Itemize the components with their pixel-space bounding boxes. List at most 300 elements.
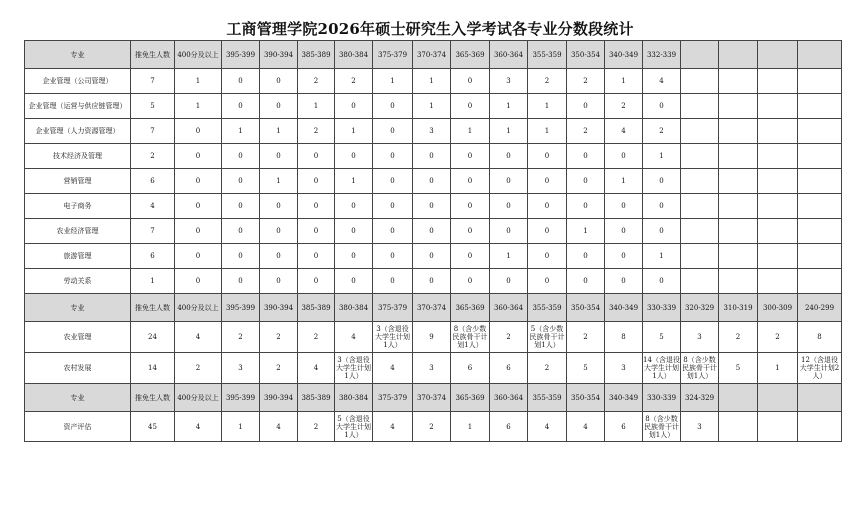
table-cell: 0 [528,219,567,244]
table-cell: 8 [605,322,643,353]
major-name: 农业经济管理 [25,219,131,244]
major-name: 资产评估 [25,412,131,442]
table-cell: 7 [131,69,175,94]
column-header: 320-329 [681,294,719,322]
table-cell: 0 [298,144,335,169]
major-name: 技术经济及管理 [25,144,131,169]
table-cell: 0 [298,269,335,294]
column-header: 400分及以上 [175,41,222,69]
empty-cell [719,69,758,94]
table-cell: 6 [131,169,175,194]
table-cell: 0 [335,144,373,169]
empty-header-cell [798,384,842,412]
column-header: 375-379 [373,294,413,322]
column-header: 400分及以上 [175,384,222,412]
column-header: 390-394 [260,384,298,412]
table-cell: 4 [528,412,567,442]
empty-header-cell [719,384,758,412]
table-cell: 0 [298,169,335,194]
table-cell: 1 [373,69,413,94]
column-header: 380-384 [335,41,373,69]
table-cell: 0 [413,219,451,244]
empty-cell [681,219,719,244]
empty-header-cell [758,384,798,412]
table-cell: 1 [451,119,490,144]
table-cell: 0 [528,269,567,294]
major-name: 营销管理 [25,169,131,194]
table-cell: 0 [335,94,373,119]
table-cell: 5 [643,322,681,353]
table-cell: 2 [567,69,605,94]
empty-cell [798,269,842,294]
table-cell: 0 [567,244,605,269]
table-row [25,94,842,119]
table-cell: 0 [335,244,373,269]
table-cell: 45 [131,412,175,442]
table-cell: 0 [413,144,451,169]
column-header: 380-384 [335,384,373,412]
empty-cell [758,219,798,244]
column-header: 385-389 [298,41,335,69]
empty-cell [798,119,842,144]
column-header: 推免生人数 [131,41,175,69]
table-cell: 4 [131,194,175,219]
column-header: 390-394 [260,41,298,69]
table-cell: 0 [451,194,490,219]
table-cell: 5（含少数民族骨干计划1人） [528,322,567,353]
table-cell: 2 [719,322,758,353]
empty-cell [798,194,842,219]
table-cell: 0 [451,94,490,119]
column-header: 375-379 [373,41,413,69]
table-cell: 1 [567,219,605,244]
table-cell: 0 [528,194,567,219]
column-header: 365-369 [451,294,490,322]
table-cell: 3 [222,353,260,384]
table-cell: 2 [567,322,605,353]
empty-cell [758,144,798,169]
table-row [25,353,842,384]
table-cell: 5 [131,94,175,119]
table-cell: 0 [413,244,451,269]
column-header: 推免生人数 [131,294,175,322]
table-cell: 2 [605,94,643,119]
column-header: 332-339 [643,41,681,69]
table-cell: 0 [567,94,605,119]
table-cell: 0 [373,144,413,169]
table-cell: 1 [175,69,222,94]
table-cell: 2 [260,353,298,384]
major-name: 旅游管理 [25,244,131,269]
table-cell: 0 [643,169,681,194]
header-row [25,384,842,412]
table-cell: 6 [605,412,643,442]
table-cell: 4 [643,69,681,94]
empty-header-cell [758,41,798,69]
empty-cell [681,244,719,269]
empty-cell [719,169,758,194]
major-name: 企业管理（公司管理） [25,69,131,94]
column-header: 专业 [25,384,131,412]
table-cell: 6 [131,244,175,269]
empty-cell [681,269,719,294]
column-header: 375-379 [373,384,413,412]
table-cell: 0 [451,219,490,244]
table-cell: 8（含少数民族骨干计划1人） [451,322,490,353]
empty-cell [681,69,719,94]
column-header: 400分及以上 [175,294,222,322]
empty-cell [719,194,758,219]
empty-cell [719,269,758,294]
table-cell: 1 [175,94,222,119]
table-cell: 0 [335,194,373,219]
table-cell: 0 [175,169,222,194]
column-header: 330-339 [643,294,681,322]
table-cell: 8 [798,322,842,353]
table-cell: 3 [681,322,719,353]
table-cell: 0 [605,244,643,269]
column-header: 390-394 [260,294,298,322]
table-cell: 0 [605,144,643,169]
table-cell: 1 [528,119,567,144]
column-header: 240-299 [798,294,842,322]
major-name: 农业管理 [25,322,131,353]
column-header: 395-399 [222,294,260,322]
table-cell: 1 [413,69,451,94]
table-cell: 1 [643,244,681,269]
table-cell: 0 [373,169,413,194]
table-cell: 2 [335,69,373,94]
table-cell: 0 [413,169,451,194]
empty-cell [758,69,798,94]
table-cell: 6 [451,353,490,384]
table-cell: 3 [413,119,451,144]
header-row [25,294,842,322]
score-distribution-table [24,40,842,442]
empty-cell [758,94,798,119]
column-header: 340-349 [605,41,643,69]
table-cell: 3 [490,69,528,94]
table-cell: 0 [298,219,335,244]
empty-cell [798,412,842,442]
column-header: 310-319 [719,294,758,322]
table-cell: 1 [413,94,451,119]
empty-cell [719,412,758,442]
empty-cell [798,94,842,119]
table-cell: 4 [175,322,222,353]
table-row [25,219,842,244]
table-cell: 1 [335,169,373,194]
table-cell: 4 [567,412,605,442]
empty-cell [681,169,719,194]
table-cell: 0 [490,194,528,219]
table-cell: 0 [605,269,643,294]
table-cell: 3（含退役大学生计划1人） [335,353,373,384]
column-header: 360-364 [490,41,528,69]
table-cell: 7 [131,219,175,244]
table-row [25,169,842,194]
table-cell: 0 [175,219,222,244]
major-name: 劳动关系 [25,269,131,294]
table-cell: 0 [528,144,567,169]
column-header: 350-354 [567,294,605,322]
table-cell: 6 [490,353,528,384]
column-header: 365-369 [451,384,490,412]
empty-cell [758,269,798,294]
column-header: 专业 [25,294,131,322]
column-header: 360-364 [490,384,528,412]
table-cell: 0 [222,269,260,294]
table-cell: 4 [175,412,222,442]
table-cell: 0 [260,194,298,219]
major-name: 企业管理（运营与供应链管理） [25,94,131,119]
table-cell: 1 [490,119,528,144]
column-header: 推免生人数 [131,384,175,412]
table-cell: 1 [298,94,335,119]
table-cell: 1 [490,94,528,119]
empty-cell [758,244,798,269]
empty-cell [758,169,798,194]
table-cell: 0 [222,194,260,219]
table-cell: 0 [373,244,413,269]
table-cell: 7 [131,119,175,144]
table-cell: 0 [373,269,413,294]
table-cell: 4 [373,412,413,442]
table-cell: 0 [260,219,298,244]
table-cell: 0 [175,119,222,144]
table-cell: 0 [373,194,413,219]
table-cell: 0 [451,269,490,294]
column-header: 370-374 [413,294,451,322]
empty-cell [798,219,842,244]
column-header: 350-354 [567,384,605,412]
table-cell: 0 [490,144,528,169]
empty-cell [719,219,758,244]
table-cell: 2 [298,69,335,94]
table-cell: 2 [260,322,298,353]
table-cell: 0 [175,244,222,269]
table-cell: 8（含少数民族骨干计划1人） [643,412,681,442]
table-cell: 4 [373,353,413,384]
column-header: 395-399 [222,384,260,412]
table-cell: 2 [131,144,175,169]
table-cell: 1 [335,119,373,144]
table-cell: 2 [490,322,528,353]
empty-cell [758,412,798,442]
column-header: 385-389 [298,294,335,322]
column-header: 365-369 [451,41,490,69]
table-cell: 0 [605,194,643,219]
table-row [25,194,842,219]
table-cell: 1 [260,119,298,144]
table-cell: 2 [643,119,681,144]
table-cell: 2 [298,119,335,144]
table-cell: 1 [758,353,798,384]
table-cell: 12（含退役大学生计划2人） [798,353,842,384]
empty-cell [681,119,719,144]
empty-cell [719,144,758,169]
table-cell: 0 [335,219,373,244]
column-header: 350-354 [567,41,605,69]
table-cell: 14 [131,353,175,384]
table-cell: 14（含退役大学生计划1人） [643,353,681,384]
table-cell: 0 [260,269,298,294]
table-cell: 2 [413,412,451,442]
empty-cell [758,119,798,144]
empty-header-cell [798,41,842,69]
table-cell: 0 [528,169,567,194]
table-cell: 0 [373,119,413,144]
table-cell: 0 [490,269,528,294]
table-cell: 0 [175,144,222,169]
table-row [25,269,842,294]
table-row [25,69,842,94]
page-title: 工商管理学院2026年硕士研究生入学考试各专业分数段统计 [226,20,634,38]
table-cell: 2 [528,69,567,94]
table-cell: 1 [260,169,298,194]
table-cell: 4 [605,119,643,144]
empty-cell [681,194,719,219]
table-cell: 3 [605,353,643,384]
table-cell: 1 [490,244,528,269]
table-cell: 0 [222,94,260,119]
table-cell: 0 [451,69,490,94]
table-row [25,322,842,353]
table-cell: 1 [451,412,490,442]
column-header: 360-364 [490,294,528,322]
empty-cell [719,94,758,119]
major-name: 农村发展 [25,353,131,384]
table-cell: 2 [758,322,798,353]
table-cell: 2 [222,322,260,353]
column-header: 330-339 [643,384,681,412]
table-cell: 1 [605,169,643,194]
column-header: 395-399 [222,41,260,69]
table-cell: 2 [298,412,335,442]
column-header: 专业 [25,41,131,69]
table-cell: 0 [567,169,605,194]
empty-cell [719,244,758,269]
empty-header-cell [719,41,758,69]
table-cell: 0 [260,94,298,119]
table-cell: 2 [175,353,222,384]
table-cell: 4 [260,412,298,442]
table-cell: 6 [490,412,528,442]
table-cell: 3（含退役大学生计划1人） [373,322,413,353]
table-cell: 0 [175,194,222,219]
column-header: 370-374 [413,41,451,69]
table-cell: 0 [373,219,413,244]
table-cell: 1 [528,94,567,119]
column-header: 385-389 [298,384,335,412]
table-cell: 0 [490,219,528,244]
table-cell: 0 [528,244,567,269]
table-cell: 0 [567,269,605,294]
table-cell: 0 [643,94,681,119]
table-cell: 0 [222,244,260,269]
column-header: 340-349 [605,384,643,412]
column-header: 370-374 [413,384,451,412]
empty-cell [719,119,758,144]
table-cell: 0 [413,194,451,219]
table-cell: 0 [222,219,260,244]
table-cell: 0 [413,269,451,294]
table-cell: 5 [567,353,605,384]
table-cell: 0 [643,219,681,244]
table-cell: 0 [260,144,298,169]
major-name: 电子商务 [25,194,131,219]
header-row [25,41,842,69]
empty-cell [681,94,719,119]
table-body [25,41,842,442]
column-header: 355-359 [528,384,567,412]
table-cell: 0 [175,269,222,294]
table-row [25,144,842,169]
table-cell: 0 [222,144,260,169]
table-cell: 2 [528,353,567,384]
table-cell: 5 [719,353,758,384]
empty-header-cell [681,41,719,69]
column-header: 324-329 [681,384,719,412]
column-header: 340-349 [605,294,643,322]
table-row [25,244,842,269]
table-cell: 0 [373,94,413,119]
table-cell: 0 [451,144,490,169]
empty-cell [758,194,798,219]
table-cell: 0 [260,244,298,269]
empty-cell [798,69,842,94]
major-name: 企业管理（人力资源管理） [25,119,131,144]
table-cell: 24 [131,322,175,353]
table-cell: 0 [260,69,298,94]
table-cell: 0 [643,194,681,219]
table-cell: 0 [222,169,260,194]
table-cell: 8（含少数民族骨干计划1人） [681,353,719,384]
table-cell: 0 [490,169,528,194]
table-cell: 0 [605,219,643,244]
table-cell: 2 [298,322,335,353]
table-cell: 0 [643,269,681,294]
table-cell: 4 [298,353,335,384]
table-cell: 0 [298,194,335,219]
table-cell: 5（含退役大学生计划1人） [335,412,373,442]
table-cell: 0 [298,244,335,269]
table-cell: 1 [131,269,175,294]
table-cell: 4 [335,322,373,353]
table-cell: 0 [335,269,373,294]
empty-cell [681,144,719,169]
table-cell: 0 [222,69,260,94]
column-header: 355-359 [528,41,567,69]
table-row [25,412,842,442]
table-cell: 0 [451,244,490,269]
empty-cell [798,244,842,269]
table-cell: 0 [567,194,605,219]
table-cell: 3 [413,353,451,384]
column-header: 355-359 [528,294,567,322]
table-cell: 1 [643,144,681,169]
table-cell: 1 [222,119,260,144]
empty-cell [798,144,842,169]
column-header: 300-309 [758,294,798,322]
table-row [25,119,842,144]
table-cell: 9 [413,322,451,353]
column-header: 380-384 [335,294,373,322]
table-cell: 0 [567,144,605,169]
empty-cell [798,169,842,194]
table-cell: 1 [222,412,260,442]
table-cell: 1 [605,69,643,94]
